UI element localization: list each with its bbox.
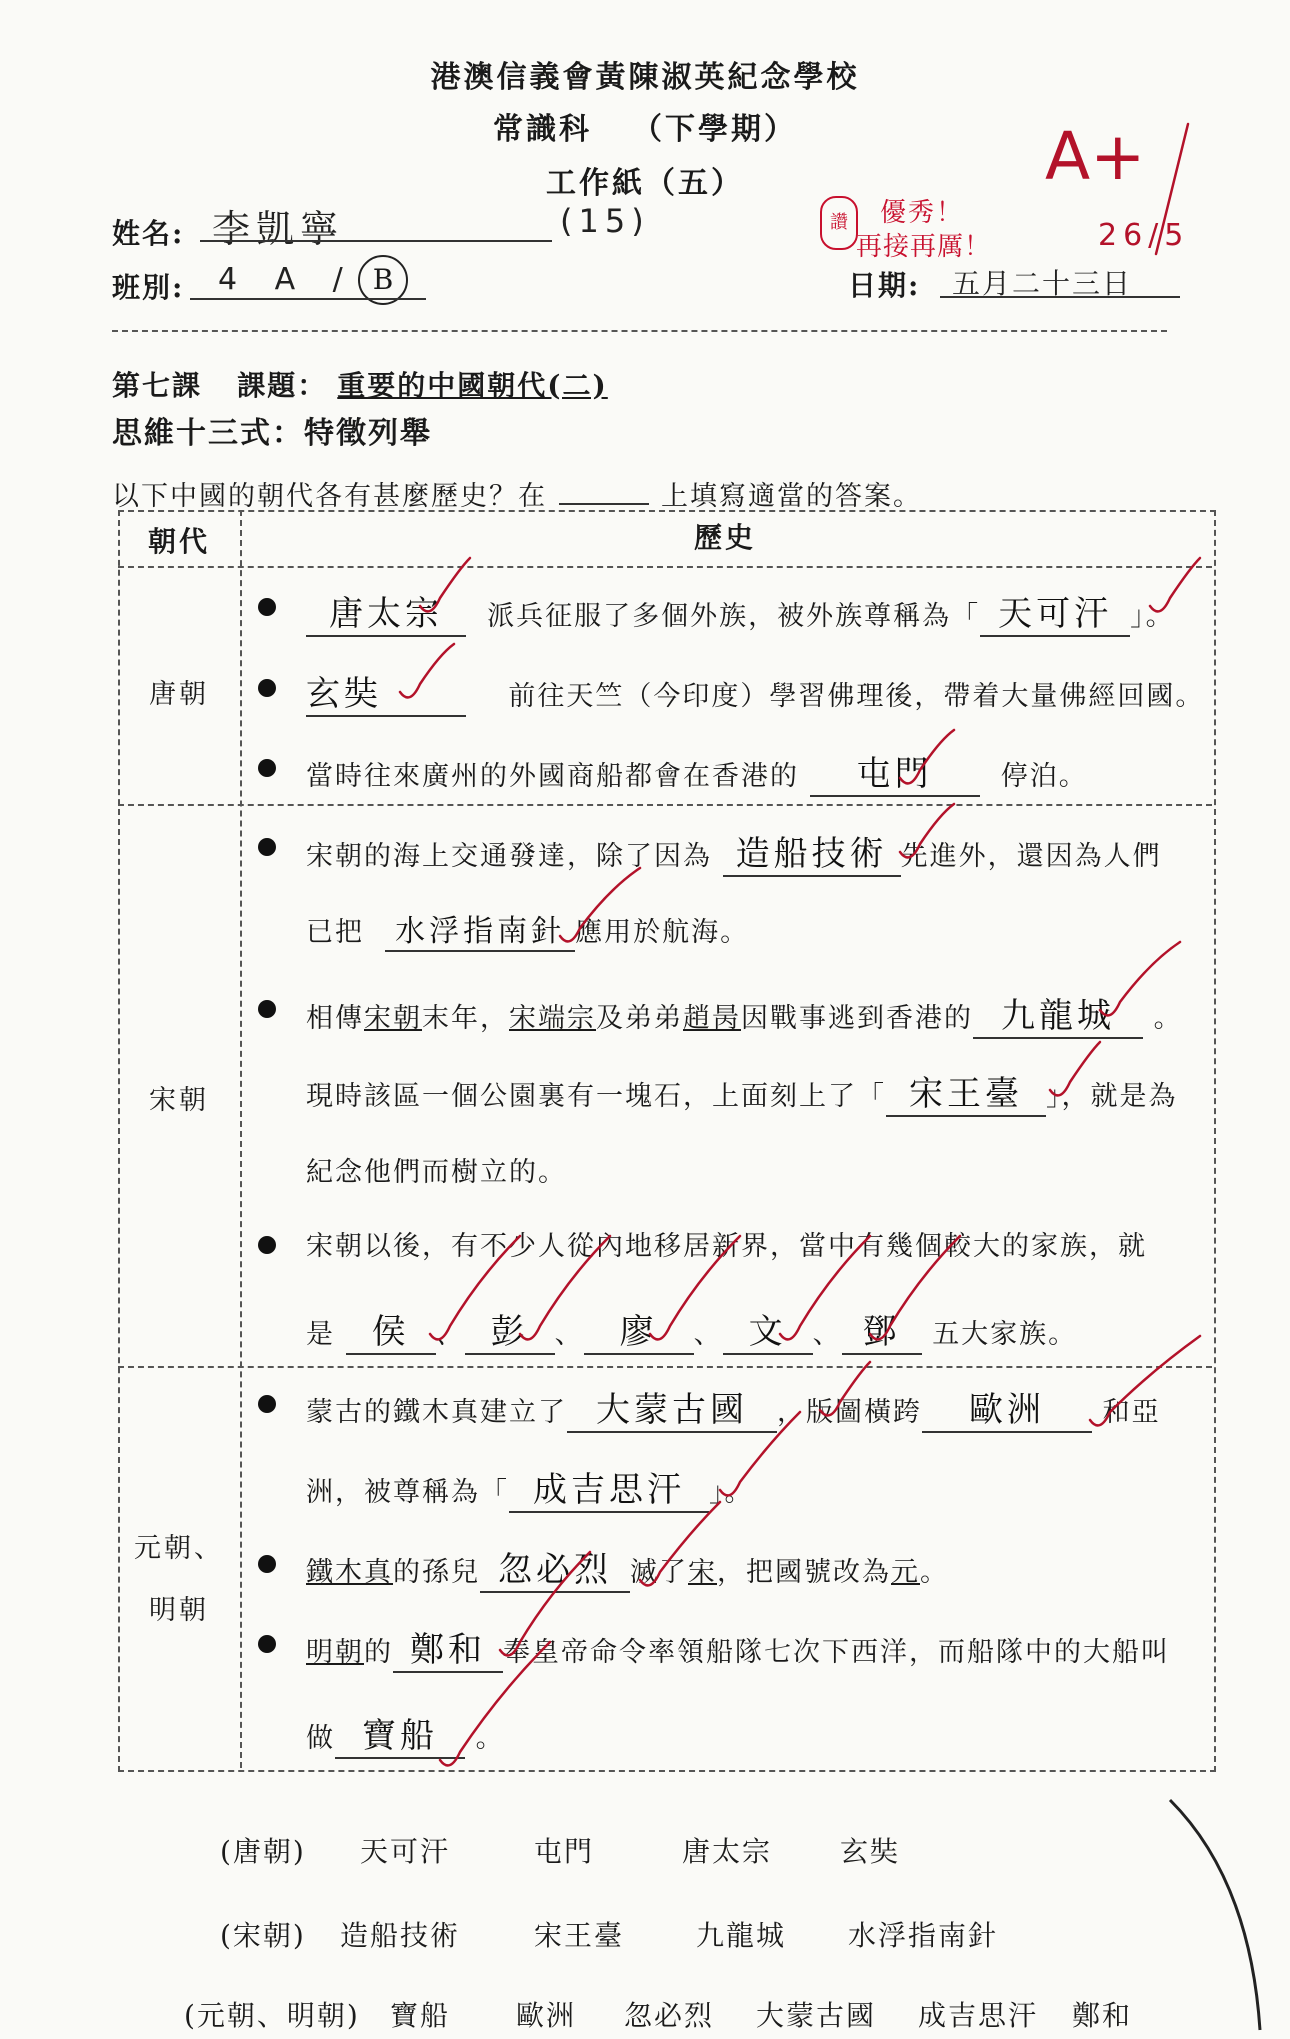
- answer-kublai[interactable]: 忽必烈: [480, 1542, 630, 1593]
- answer-clan-tang[interactable]: 鄧: [842, 1304, 922, 1355]
- class-value: 4 A /: [218, 262, 357, 297]
- answer-clan-pang[interactable]: 彭: [465, 1304, 555, 1355]
- word-bank-label: (宋朝): [220, 1919, 306, 1952]
- name-label: 姓名:: [112, 217, 185, 250]
- tick-mark: [870, 1236, 960, 1339]
- text: 元: [891, 1557, 920, 1588]
- answer-clan-liu[interactable]: 廖: [584, 1304, 694, 1355]
- subject: 常識科: [493, 112, 592, 147]
- tick-mark: [650, 1236, 740, 1339]
- text: 和亞: [1102, 1397, 1161, 1428]
- term: （下學期）: [632, 112, 797, 147]
- word-bank-label: (元朝、明朝): [184, 1999, 360, 2032]
- text: 及弟弟: [596, 1003, 683, 1034]
- name-value: 李凱寧: [212, 207, 345, 251]
- text: 。: [475, 1723, 505, 1754]
- word-bank-item: 九龍城: [696, 1919, 787, 1952]
- col-header-dynasty: 朝代: [148, 525, 211, 558]
- word-bank-item: 忽必烈: [624, 1999, 715, 2032]
- text: 現時該區一個公園裏有一塊石，上面刻上了「: [306, 1081, 886, 1112]
- word-bank-item: 玄奘: [840, 1835, 901, 1868]
- text: 宋朝: [364, 1003, 422, 1034]
- tick-mark: [560, 868, 640, 941]
- answer-europe[interactable]: 歐洲: [922, 1382, 1092, 1433]
- stamp-text-2: 再接再厲！: [856, 232, 992, 262]
- text: 明朝: [306, 1637, 364, 1668]
- stamp-text-1: 優秀！: [880, 198, 965, 228]
- answer-kowloon-city[interactable]: 九龍城: [973, 988, 1143, 1039]
- answer-clan-hau[interactable]: 侯: [346, 1304, 436, 1355]
- text: 趙昺: [683, 1003, 741, 1034]
- tick-mark: [520, 1236, 610, 1339]
- class-label: 班別:: [112, 271, 185, 304]
- word-bank-item: 唐太宗: [682, 1835, 773, 1868]
- lesson-topic: 重要的中國朝代(二): [337, 369, 608, 402]
- text: 奉皇帝命令率領船隊七次下西洋，而船隊中的大船叫: [503, 1637, 1170, 1668]
- tick-mark: [1150, 558, 1200, 611]
- text: 派兵征服了多個外族，被外族尊稱為「: [487, 601, 981, 632]
- school-name: 港澳信義會黃陳淑英紀念學校: [430, 60, 860, 95]
- tick-mark: [900, 804, 954, 857]
- answer-xuanzang[interactable]: 玄奘: [306, 666, 466, 717]
- answer-tang-emperor[interactable]: 唐太宗: [306, 586, 466, 637]
- text: 。: [1153, 1003, 1183, 1034]
- text: 、: [435, 1319, 465, 1350]
- date-value: 五月二十三日: [952, 267, 1133, 300]
- instruction-part-2: 上填寫適當的答案。: [661, 481, 922, 512]
- text: 已把: [306, 917, 364, 948]
- answer-clan-man[interactable]: 文: [723, 1304, 813, 1355]
- dynasty-tang: 唐朝: [149, 679, 209, 710]
- answer-shipbuilding[interactable]: 造船技術: [723, 826, 901, 877]
- text: 因戰事逃到香港的: [741, 1003, 973, 1034]
- tick-mark: [430, 1236, 520, 1339]
- word-bank-item: 成吉思汗: [918, 1999, 1039, 2032]
- text: 、: [693, 1319, 723, 1350]
- word-bank-item: 屯門: [534, 1835, 595, 1868]
- text: 是: [306, 1319, 335, 1350]
- tick-mark: [1100, 942, 1180, 1015]
- class-circle: B: [358, 255, 408, 305]
- text: 做: [306, 1723, 335, 1754]
- text: 宋朝的海上交通發達，除了因為: [306, 841, 712, 872]
- text: 」。: [1130, 601, 1175, 632]
- text: 先進外，還因為人們: [900, 841, 1162, 872]
- answer-tuen-mun[interactable]: 屯門: [810, 746, 980, 797]
- student-number: (15): [560, 202, 650, 240]
- stamp-icon: 讚: [820, 196, 858, 250]
- text: 相傳: [306, 1003, 364, 1034]
- song-line-6: 宋朝以後，有不少人從內地移居新界，當中有幾個較大的家族，就: [306, 1231, 1147, 1262]
- text: 、: [554, 1319, 584, 1350]
- tick-mark: [440, 1642, 550, 1765]
- word-bank-item: 水浮指南針: [848, 1919, 999, 1952]
- text: 洲，被尊稱為「: [306, 1477, 509, 1508]
- dynasty-song: 宋朝: [149, 1085, 209, 1116]
- date-label: 日期:: [848, 269, 921, 302]
- answer-mongol-empire[interactable]: 大蒙古國: [567, 1382, 777, 1433]
- answer-compass[interactable]: 水浮指南針: [385, 906, 575, 952]
- marking-date: 26/5: [1098, 218, 1190, 253]
- text: 、: [812, 1319, 842, 1350]
- text: 鐵木真: [306, 1557, 393, 1588]
- text: 的孫兒: [393, 1557, 480, 1588]
- tick-mark: [500, 1552, 590, 1655]
- instruction-part-1: 以下中國的朝代各有甚麼歷史？在: [112, 481, 547, 512]
- word-bank-item: 天可汗: [360, 1835, 451, 1868]
- tick-mark: [780, 1236, 870, 1339]
- word-bank-item: 大蒙古國: [756, 1999, 877, 2032]
- word-bank-item: 鄭和: [1072, 1999, 1133, 2032]
- word-bank-label: (唐朝): [220, 1835, 306, 1868]
- thinking-method: 思維十三式：特徵列舉: [112, 416, 432, 451]
- text: 蒙古的鐵木真建立了: [306, 1397, 567, 1428]
- text: ，把國號改為: [717, 1557, 891, 1588]
- answer-zheng-he[interactable]: 鄭和: [393, 1622, 503, 1673]
- word-bank-item: 歐洲: [516, 1999, 577, 2032]
- tick-mark: [1050, 1042, 1100, 1095]
- tick-mark: [900, 730, 954, 783]
- topic-label: 課題：: [237, 369, 328, 402]
- tick-marks: [400, 124, 1200, 1765]
- answer-genghis[interactable]: 成吉思汗: [509, 1462, 709, 1513]
- text: 應用於航海。: [575, 917, 750, 948]
- text: 滅了: [630, 1557, 688, 1588]
- tick-mark: [400, 644, 454, 697]
- text: 當時往來廣州的外國商船都會在香港的: [306, 761, 799, 792]
- text: 」。: [709, 1477, 754, 1508]
- tick-mark: [640, 1502, 720, 1585]
- tick-mark: [1090, 1336, 1200, 1425]
- word-bank-item: 寶船: [390, 1999, 451, 2032]
- word-bank-item: 造船技術: [340, 1919, 461, 1952]
- text: 」，就是為: [1046, 1081, 1178, 1112]
- text: 末年，: [422, 1003, 509, 1034]
- answer-sung-wong-toi[interactable]: 宋王臺: [886, 1066, 1046, 1117]
- worksheet-title: 工作紙（五）: [546, 166, 744, 201]
- tick-mark: [820, 1362, 870, 1415]
- text: 停泊。: [1000, 761, 1088, 792]
- dynasty-yuan: 元朝、: [134, 1533, 224, 1564]
- answer-treasure-ship[interactable]: 寶船: [335, 1708, 465, 1759]
- text: 前往天竺（今印度）學習佛理後，帶着大量佛經回國。: [508, 681, 1205, 712]
- text: 宋: [688, 1557, 717, 1588]
- paper-edge-curve: [1170, 1800, 1260, 2030]
- tick-mark: [720, 1412, 800, 1495]
- text: 五大家族。: [932, 1319, 1078, 1350]
- text: 的: [364, 1637, 393, 1668]
- song-line-5: 紀念他們而樹立的。: [306, 1157, 567, 1188]
- dynasty-ming: 明朝: [149, 1595, 209, 1626]
- text: ，版圖橫跨: [777, 1397, 922, 1428]
- word-bank-item: 宋王臺: [534, 1919, 625, 1952]
- text: 。: [920, 1557, 949, 1588]
- lesson-number: 第七課: [112, 369, 203, 402]
- col-header-history: 歷史: [694, 521, 757, 554]
- grade-slash: [1156, 124, 1188, 254]
- tick-mark: [420, 558, 470, 611]
- text: 宋端宗: [509, 1003, 596, 1034]
- answer-tian-ke-han[interactable]: 天可汗: [980, 586, 1130, 637]
- grade: A+: [1045, 118, 1146, 195]
